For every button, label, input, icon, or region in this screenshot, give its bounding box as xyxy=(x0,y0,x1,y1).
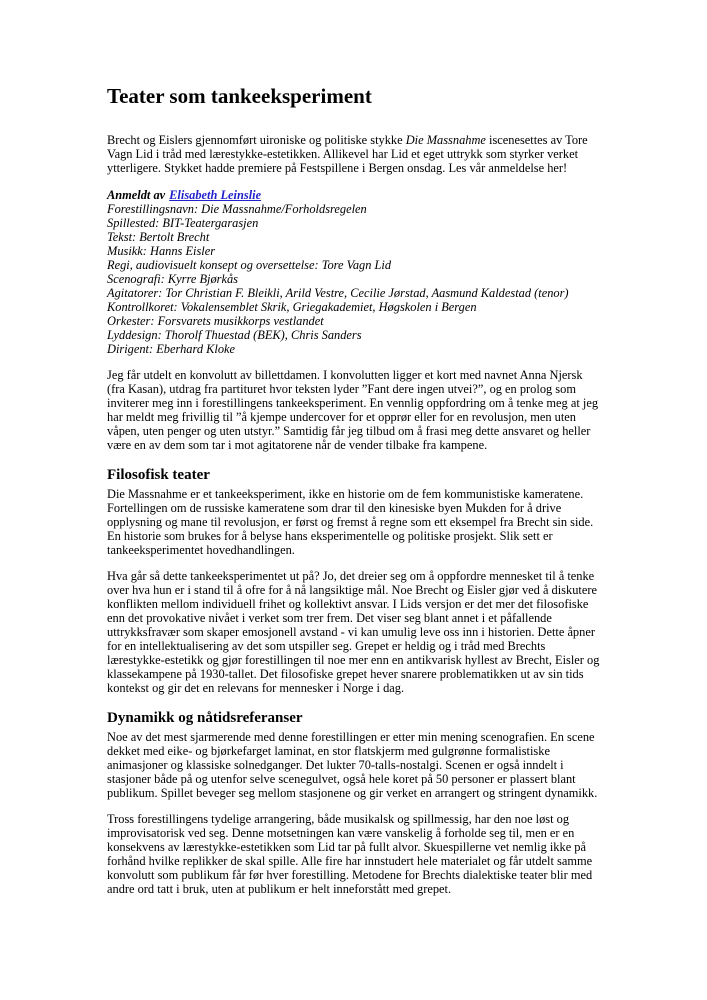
section-2-paragraph-2: Tross forestillingens tydelige arrangering, både musikalsk og spillmessig, har den noe løst og improvisatorisk ved seg. Denne motsetningen kan være vanskelig å forholde seg til, men er en konsekvens av lærestykke-estetikken som Lid tar på fullt alvor. Skuespillerne vet nemlig ikke på forhånd hvilke replikker de skal spille. Alle fire har innstudert hele materialet og får utdelt samme konvolutt som publikum får før hver forestilling. Metodene for Brechts dialektiske teater blir med andre ord tatt i bruk, uten at publikum er helt inneforstått med grepet. xyxy=(107,812,593,896)
credit-line-direction: Regi, audiovisuelt konsept og oversettelse: Tore Vagn Lid xyxy=(107,258,392,272)
lead-text-after: iscenesettes av Tore Vagn Lid i tråd med lærestykke-estetikken. Allikevel har Lid et eget uttrykk som styrker verket ytterligere. Stykket hadde premiere på Festspillene i Bergen onsdag. Les vår anmeldelse her! xyxy=(107,133,588,175)
section-1-paragraph-1: Die Massnahme er et tankeeksperiment, ikke en historie om de fem kommunistiske kameratene. Fortellingen om de russiske kameratene som drar til den kinesiske byen Mukden for å drive opplysning og mane til revolusjon, er først og fremst å regne som ett eksempel fra Brecht sin side. En historie som brukes for å belyse hans eksperimentelle og politiske prosjekt. Slik sett er tankeeksperimentet hovedhandlingen. xyxy=(107,487,594,557)
section-2-paragraph-1: Noe av det mest sjarmerende med denne forestillingen er etter min mening scenografien. En scene dekket med eike- og bjørkefarget laminat, en stor flatskjerm med gulgrønne formalistiske animasjoner og klassiske solnedganger. Det lukter 70-talls-nostalgi. Scenen er også inndelt i stasjoner både på og utenfor selve scenegulvet, også hele koret på 50 personer er plassert blant publikum. Spillet beveger seg mellom stasjonene og gir verket en arrangert og stringent dynamikk. xyxy=(107,730,598,800)
credit-line-music: Musikk: Hanns Eisler xyxy=(107,244,216,258)
lead-paragraph xyxy=(107,133,602,175)
credit-line-conductor: Dirigent: Eberhard Kloke xyxy=(107,342,236,356)
credit-line-agitators: Agitatorer: Tor Christian F. Bleikli, Arild Vestre, Cecilie Jørstad, Aasmund Kaldestad (tenor) xyxy=(107,286,569,300)
credits-block xyxy=(107,188,602,356)
credit-line-sound-design: Lyddesign: Thorolf Thuestad (BEK), Chris Sanders xyxy=(107,328,362,342)
work-title: Die Massnahme xyxy=(405,133,486,147)
section-heading-filosofisk-teater: Filosofisk teater xyxy=(107,467,210,483)
credit-line-scenography: Scenografi: Kyrre Bjørkås xyxy=(107,272,238,286)
credit-line-control-choir: Kontrollkoret: Vokalensemblet Skrik, Griegakademiet, Høgskolen i Bergen xyxy=(107,300,477,314)
opening-paragraph: Jeg får utdelt en konvolutt av billettdamen. I konvolutten ligger et kort med navnet Anna Njersk (fra Kasan), utdrag fra partituret hvor teksten lyder ”Fant dere ingen utvei?”, og en prolog som inviterer meg inn i forestillingens tankeeksperiment. En vennlig oppfordring om å tenke meg at jeg har meldt meg frivillig til ”å kjempe undercover for et opprør eller for en revolusjon, men uten våpen, uten penger og uten utstyr.” Samtidig får jeg tilbud om å frasi meg dette ansvaret og heller være en av dem som tar i mot agitatorene når de vender tilbake fra kampene. xyxy=(107,368,599,452)
page-title: Teater som tankeeksperiment xyxy=(107,84,372,108)
credit-line-orchestra: Orkester: Forsvarets musikkorps vestlandet xyxy=(107,314,324,328)
credit-line-text: Tekst: Bertolt Brecht xyxy=(107,230,210,244)
byline-label: Anmeldt av xyxy=(107,188,166,202)
credit-line-production-name: Forestillingsnavn: Die Massnahme/Forholdsregelen xyxy=(107,202,367,216)
lead-text-before: Brecht og Eislers gjennomført uironiske og politiske stykke xyxy=(107,133,406,147)
reviewer-link[interactable]: Elisabeth Leinslie xyxy=(169,188,262,202)
byline xyxy=(107,188,602,202)
credit-line-venue: Spillested: BIT-Teatergarasjen xyxy=(107,216,259,230)
section-heading-dynamikk: Dynamikk og nåtidsreferanser xyxy=(107,710,303,726)
section-1-paragraph-2: Hva går så dette tankeeksperimentet ut på? Jo, det dreier seg om å oppfordre mennesket til å tenke over hva hun er i stand til å ofre for å nå langsiktige mål. Noe Brecht og Eisler gjør ved å diskutere konflikten mellom individuell frihet og kollektivt ansvar. I Lids versjon er det mer det filosofiske enn det provokative nivået i verket som trer frem. Det viser seg blant annet i et påfallende uttrykksfravær som skaper emosjonell avstand - vi kan umulig leve oss inn i historien. Dette åpner for en intellektualisering av det som utspiller seg. Grepet er heldig og i tråd med Brechts lærestykke-estetikk og gjør forestillingen til noe mer enn en antikvarisk hyllest av Brecht, Eisler og klassekampene på 1930-tallet. Det filosofiske grepet hever snarere problematikken ut av sin tids kontekst og gir det en relevans for mennesker i Norge i dag. xyxy=(107,569,600,695)
